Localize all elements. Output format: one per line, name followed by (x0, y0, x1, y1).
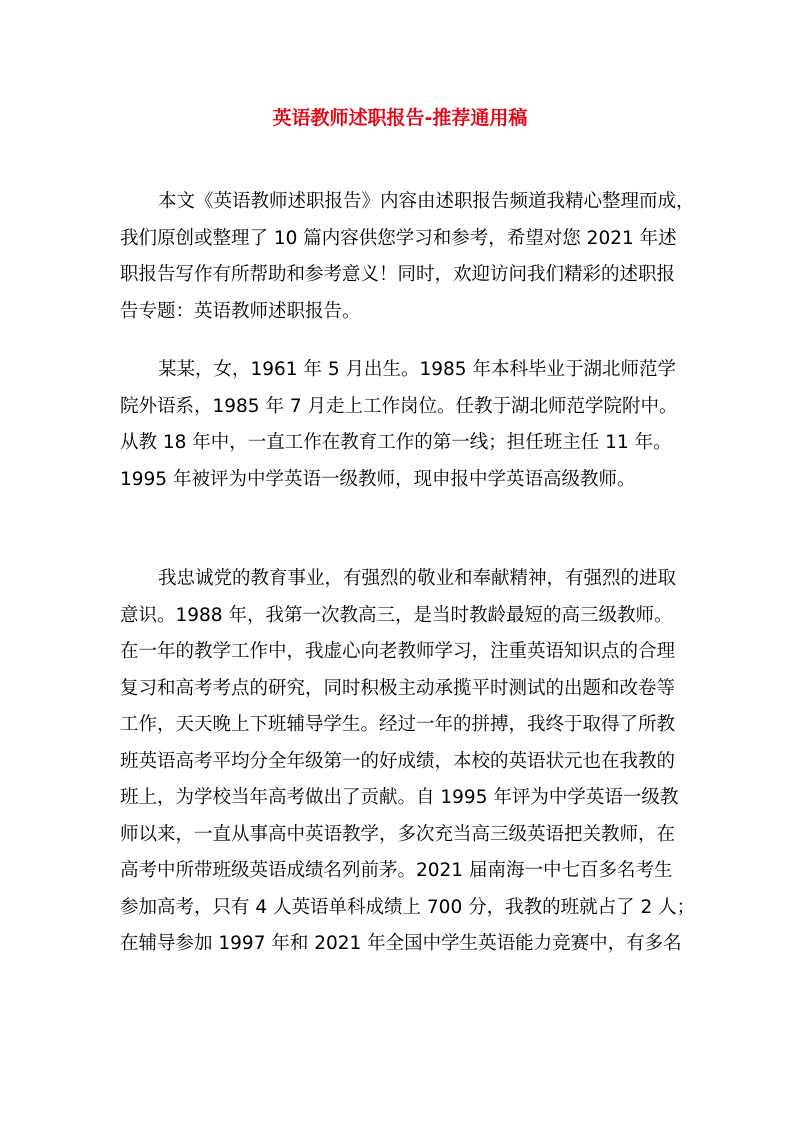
paragraph-work (120, 561, 695, 963)
text-line: 从教 18 年中，一直工作在教育工作的第一线；担任班主任 11 年。 (120, 432, 672, 453)
text-line: 在一年的教学工作中，我虚心向老教师学习，注重英语知识点的合理 (120, 641, 676, 662)
text-line: 我们原创或整理了 10 篇内容供您学习和参考，希望对您 2021 年述 (120, 227, 677, 249)
text-line: 本文《英语教师述职报告》内容由述职报告频道我精心整理而成， (158, 191, 695, 212)
text-line: 高考中所带班级英语成绩名列前茅。2021 届南海一中七百多名考生 (120, 860, 673, 881)
document-title: 英语教师述职报告-推荐通用稿 (272, 107, 528, 129)
text-line: 参加高考，只有 4 人英语单科成绩上 700 分，我教的班就占了 2 人； (120, 896, 696, 918)
paragraph-intro (120, 184, 695, 330)
text-line: 院外语系，1985 年 7 月走上工作岗位。任教于湖北师范学院附中。 (120, 395, 678, 417)
paragraph-bio (120, 352, 695, 498)
text-line: 职报告写作有所帮助和参考意义！同时，欢迎访问我们精彩的述职报 (120, 264, 676, 285)
text-line: 班上，为学校当年高考做出了贡献。自 1995 年评为中学英语一级教 (120, 787, 679, 808)
text-line: 我忠诚党的教育事业，有强烈的敬业和奉献精神，有强烈的进取 (158, 568, 677, 589)
text-line: 意识。1988 年，我第一次教高三，是当时教龄最短的高三级教师。 (120, 604, 673, 626)
text-line: 某某，女，1961 年 5 月出生。1985 年本科毕业于湖北师范学 (158, 359, 676, 380)
text-line: 告专题：英语教师述职报告。 (120, 300, 361, 322)
text-line: 在辅导参加 1997 年和 2021 年全国中学生英语能力竞赛中，有多名 (120, 933, 682, 954)
text-line: 1995 年被评为中学英语一级教师，现申报中学英语高级教师。 (120, 468, 636, 490)
text-line: 师以来，一直从事高中英语教学，多次充当高三级英语把关教师，在 (120, 823, 676, 845)
text-line: 班英语高考平均分全年级第一的好成绩，本校的英语状元也在我教的 (120, 750, 676, 772)
text-line: 工作，天天晚上下班辅导学生。经过一年的拼搏，我终于取得了所教 (120, 714, 676, 735)
text-line: 复习和高考考点的研究，同时积极主动承揽平时测试的出题和改卷等 (120, 677, 676, 699)
